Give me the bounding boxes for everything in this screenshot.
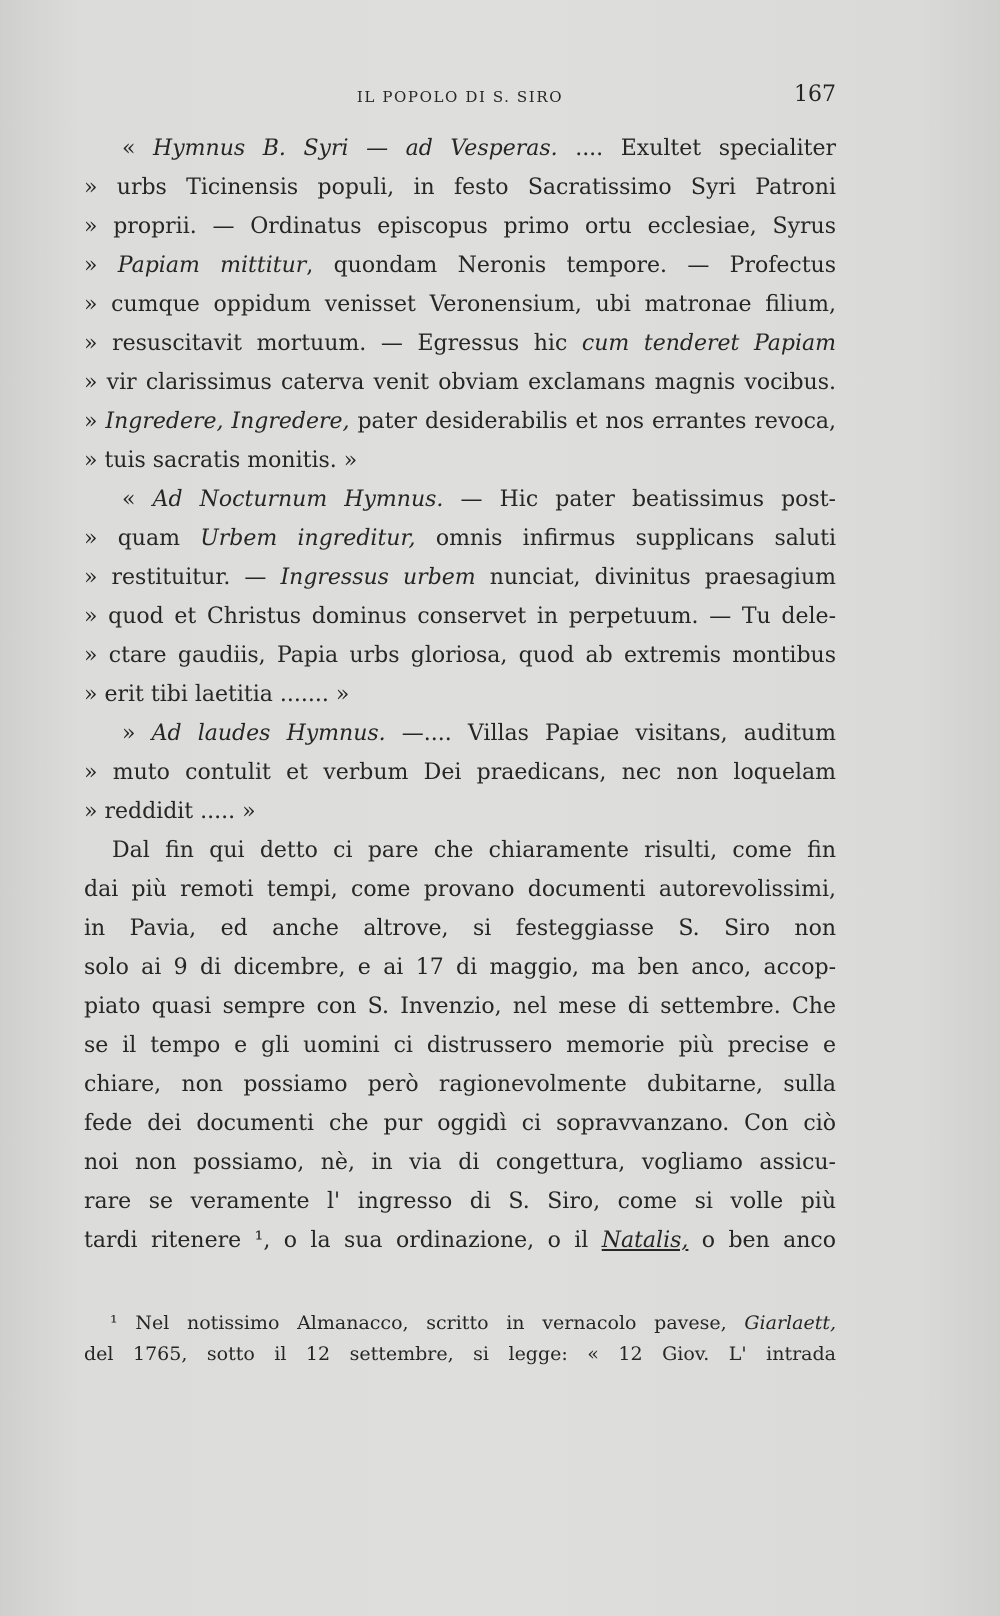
text-line: chiare, non possiamo però ragionevolmente dubitarne, sulla: [84, 1072, 836, 1097]
text-line: » tuis sacratis monitis. »: [84, 448, 358, 473]
text-line: » Ad laudes Hymnus. —.... Villas Papiae visitans, auditum: [122, 721, 836, 746]
text-line: fede dei documenti che pur oggidì ci sopravvanzano. Con ciò: [84, 1111, 836, 1136]
text-line: » muto contulit et verbum Dei praedicans, nec non loquelam: [84, 760, 836, 785]
text-line: » erit tibi laetitia ....... »: [84, 682, 350, 707]
text-line: rare se veramente l' ingresso di S. Siro, come si volle più: [84, 1189, 836, 1214]
text-line: » proprii. — Ordinatus episcopus primo ortu ecclesiae, Syrus: [84, 214, 836, 239]
text-line: dai più remoti tempi, come provano documenti autorevolissimi,: [84, 877, 836, 902]
text-line: solo ai 9 di dicembre, e ai 17 di maggio, ma ben anco, accop-: [84, 955, 836, 980]
text-line: » restituitur. — Ingressus urbem nunciat, divinitus praesagium: [84, 565, 836, 590]
running-head: IL POPOLO DI S. SIRO: [356, 88, 564, 106]
text-line: » vir clarissimus caterva venit obviam exclamans magnis vocibus.: [84, 370, 836, 395]
text-line: in Pavia, ed anche altrove, si festeggiasse S. Siro non: [84, 916, 836, 941]
page-number: 167: [794, 82, 836, 107]
text-line: piato quasi sempre con S. Invenzio, nel mese di settembre. Che: [84, 994, 836, 1019]
text-line: noi non possiamo, nè, in via di congettura, vogliamo assicu-: [84, 1150, 836, 1175]
text-line: » reddidit ..... »: [84, 799, 256, 824]
text-line: » Ingredere, Ingredere, pater desiderabilis et nos errantes revoca,: [84, 409, 837, 434]
text-line: Dal fin qui detto ci pare che chiaramente risulti, come fin: [112, 838, 836, 863]
text-line: « Hymnus B. Syri — ad Vesperas. .... Exultet specialiter: [122, 136, 837, 161]
text-line: » resuscitavit mortuum. — Egressus hic cum tenderet Papiam: [84, 331, 837, 356]
text-line: tardi ritenere ¹, o la sua ordinazione, o il Natalis, o ben anco: [84, 1228, 836, 1253]
text-line: se il tempo e gli uomini ci distrussero memorie più precise e: [84, 1033, 836, 1058]
text-line: » ctare gaudiis, Papia urbs gloriosa, quod ab extremis montibus: [84, 643, 836, 668]
text-line: « Ad Nocturnum Hymnus. — Hic pater beatissimus post-: [122, 487, 836, 512]
footnote-line: ¹ Nel notissimo Almanacco, scritto in vernacolo pavese, Giarlaett,: [110, 1312, 836, 1334]
text-line: » Papiam mittitur, quondam Neronis tempore. — Profectus: [84, 253, 837, 278]
text-line: » quam Urbem ingreditur, omnis infirmus supplicans saluti: [84, 526, 837, 551]
footnote-line: del 1765, sotto il 12 settembre, si legge: « 12 Giov. L' intrada: [84, 1343, 836, 1365]
text-line: » urbs Ticinensis populi, in festo Sacratissimo Syri Patroni: [84, 175, 836, 200]
text-line: » quod et Christus dominus conservet in perpetuum. — Tu dele-: [84, 604, 836, 629]
page-header: [84, 78, 836, 118]
text-line: » cumque oppidum venisset Veronensium, ubi matronae filium,: [84, 292, 836, 317]
